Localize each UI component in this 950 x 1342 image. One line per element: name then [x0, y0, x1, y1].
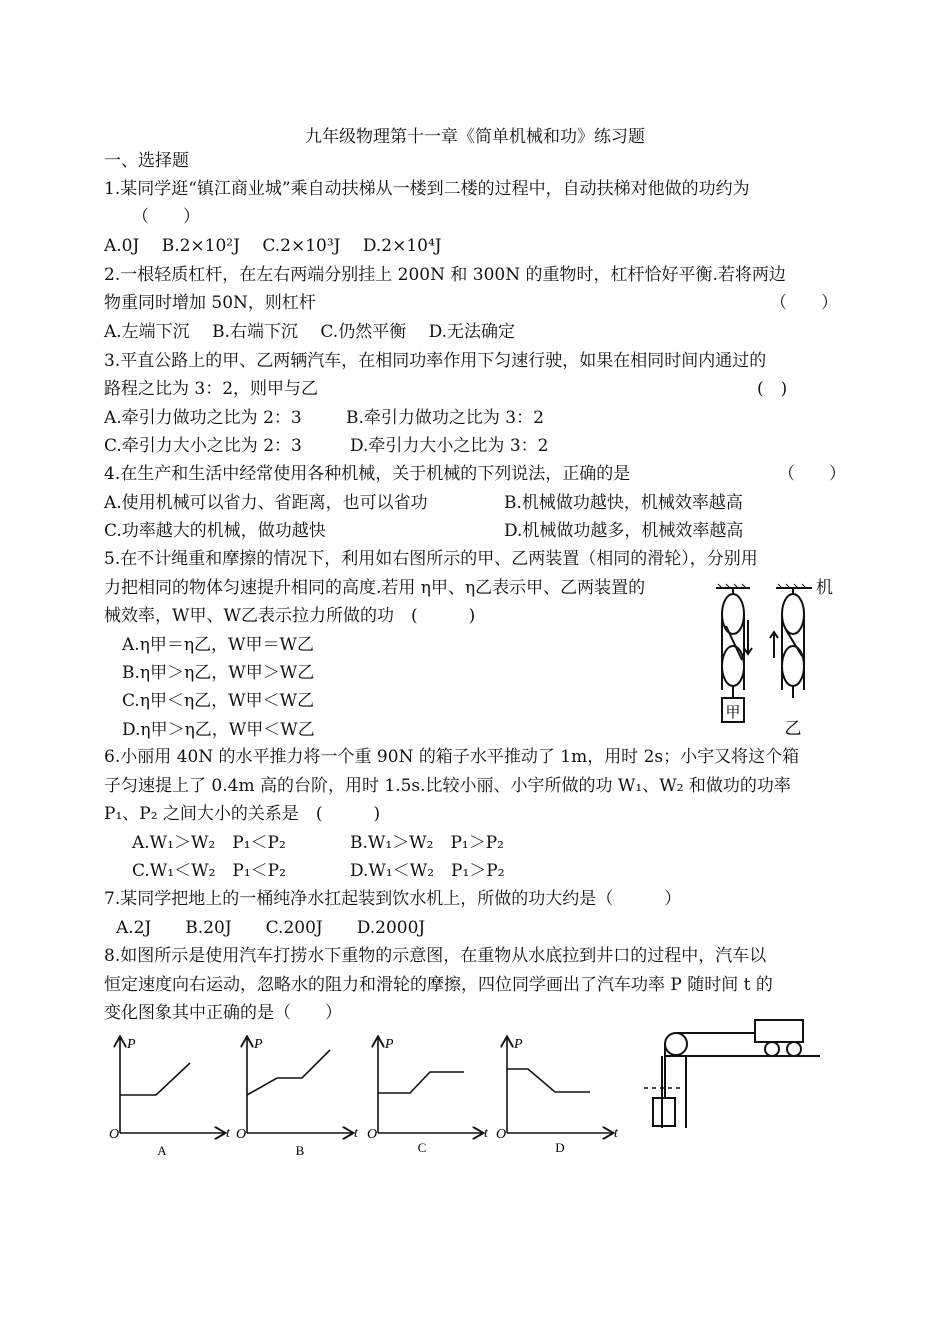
graph-a-origin: O	[109, 1127, 120, 1142]
pulley-label-yi: 乙	[784, 719, 802, 738]
q5-option-a: A.η甲＝η乙，W甲＝W乙	[122, 635, 314, 655]
graph-a-y-label: P	[127, 1037, 136, 1052]
q5-option-c: C.η甲＜η乙，W甲＜W乙	[122, 691, 315, 711]
q8-text-line1: 8.如图所示是使用汽车打捞水下重物的示意图，在重物从水底拉到井口的过程中，汽车以	[104, 946, 767, 966]
q6-text-line3: P₁、P₂ 之间大小的关系是 ( )	[104, 804, 381, 824]
q7-options: A.2J B.20J C.200J D.2000J	[116, 918, 426, 938]
graph-c-y-label: P	[385, 1037, 394, 1052]
q3-text-line2: 路程之比为 3：2，则甲与乙	[104, 379, 319, 399]
q6-option-b: B.W₁＞W₂ P₁＞P₂	[350, 833, 504, 853]
q6-option-c: C.W₁＜W₂ P₁＜P₂	[132, 861, 286, 881]
q4-option-b: B.机械做功越快，机械效率越高	[504, 493, 743, 513]
q3-option-c: C.牵引力大小之比为 2：3	[104, 436, 302, 456]
q5-text-line3: 械效率，W甲、W乙表示拉力所做的功 ( )	[104, 606, 476, 626]
graph-d-caption: D	[555, 1140, 565, 1155]
q5-text-line2-end: 机	[816, 578, 833, 598]
graph-d	[507, 1038, 612, 1133]
pulley-label-jia: 甲	[725, 705, 741, 721]
section-heading: 一、选择题	[104, 151, 189, 171]
graph-d-y-label: P	[514, 1037, 523, 1052]
q6-option-d: D.W₁＜W₂ P₁＞P₂	[350, 861, 505, 881]
q2-answer-bracket: （ ）	[770, 293, 838, 313]
graph-a-x-label: t	[226, 1126, 230, 1141]
q5-option-d: D.η甲＞η乙，W甲＜W乙	[122, 720, 315, 740]
graph-c-origin: O	[367, 1127, 378, 1142]
q4-answer-bracket: （ ）	[778, 464, 846, 484]
q3-option-a: A.牵引力做功之比为 2：3	[104, 408, 302, 428]
q5-option-b: B.η甲＞η乙，W甲＞W乙	[122, 663, 315, 683]
graph-c-curve	[378, 1072, 464, 1093]
q5-text-line2: 力把相同的物体匀速提升相同的高度.若用 η甲、η乙表示甲、乙两装置的	[104, 578, 646, 598]
q4-text: 4.在生产和生活中经常使用各种机械，关于机械的下列说法，正确的是	[104, 464, 631, 484]
q3-option-b: B.牵引力做功之比为 3：2	[346, 408, 544, 428]
q8-text-line2: 恒定速度向右运动，忽略水的阻力和滑轮的摩擦，四位同学画出了汽车功率 P 随时间 t 的	[104, 975, 773, 995]
graph-a-curve	[120, 1063, 190, 1095]
q1-answer-bracket: （ ）	[132, 207, 200, 227]
graph-b-curve	[247, 1050, 330, 1095]
q6-text-line1: 6.小丽用 40N 的水平推力将一个重 90N 的箱子水平推动了 1m，用时 2s；小宇又将这个箱	[104, 747, 800, 767]
q1-text: 1.某同学逛“镇江商业城”乘自动扶梯从一楼到二楼的过程中，自动扶梯对他做的功约为	[104, 179, 750, 199]
graph-c-caption: C	[417, 1140, 427, 1155]
pulley-system-figure	[708, 580, 820, 740]
truck-salvage-figure	[640, 1012, 825, 1132]
power-time-graphs	[100, 1030, 630, 1165]
graph-d-curve	[507, 1069, 590, 1092]
graph-a-caption: A	[157, 1143, 167, 1158]
graph-c-x-label: t	[484, 1126, 488, 1141]
graph-c	[378, 1038, 482, 1133]
page-title: 九年级物理第十一章《简单机械和功》练习题	[305, 127, 645, 147]
graph-b-y-label: P	[254, 1037, 263, 1052]
q2-text-line1: 2.一根轻质杠杆，在左右两端分别挂上 200N 和 300N 的重物时，杠杆恰好平衡.若将两边	[104, 265, 786, 285]
q4-option-c: C.功率越大的机械，做功越快	[104, 521, 326, 541]
q2-text-line2: 物重同时增加 50N，则杠杆	[104, 293, 316, 313]
graph-b-caption: B	[295, 1143, 305, 1158]
q3-option-d: D.牵引力大小之比为 3：2	[350, 436, 549, 456]
q8-text-line3: 变化图象其中正确的是（ ）	[104, 1003, 342, 1023]
q3-text-line1: 3.平直公路上的甲、乙两辆汽车，在相同功率作用下匀速行驶，如果在相同时间内通过的	[104, 351, 767, 371]
graph-b-x-label: t	[354, 1126, 358, 1141]
q6-text-line2: 子匀速提上了 0.4m 高的台阶，用时 1.5s.比较小丽、小宇所做的功 W₁、W₂ 和做功的功率	[104, 776, 791, 796]
graph-a	[120, 1038, 224, 1133]
q4-option-a: A.使用机械可以省力、省距离，也可以省功	[104, 493, 428, 513]
q5-text-line1: 5.在不计绳重和摩擦的情况下，利用如右图所示的甲、乙两装置（相同的滑轮），分别用	[104, 549, 758, 569]
q7-text: 7.某同学把地上的一桶纯净水扛起装到饮水机上，所做的功大约是（ ）	[104, 889, 682, 909]
q3-answer-bracket: ( )	[757, 379, 788, 399]
graph-d-x-label: t	[614, 1126, 618, 1141]
q2-options: A.左端下沉 B.右端下沉 C.仍然平衡 D.无法确定	[104, 322, 516, 342]
q6-option-a: A.W₁＞W₂ P₁＜P₂	[132, 833, 286, 853]
graph-b	[247, 1038, 352, 1133]
q1-options: A.0J B.2×10²J C.2×10³J D.2×10⁴J	[104, 236, 442, 256]
graph-b-origin: O	[236, 1127, 247, 1142]
graph-d-origin: O	[496, 1127, 507, 1142]
q4-option-d: D.机械做功越多，机械效率越高	[504, 521, 744, 541]
